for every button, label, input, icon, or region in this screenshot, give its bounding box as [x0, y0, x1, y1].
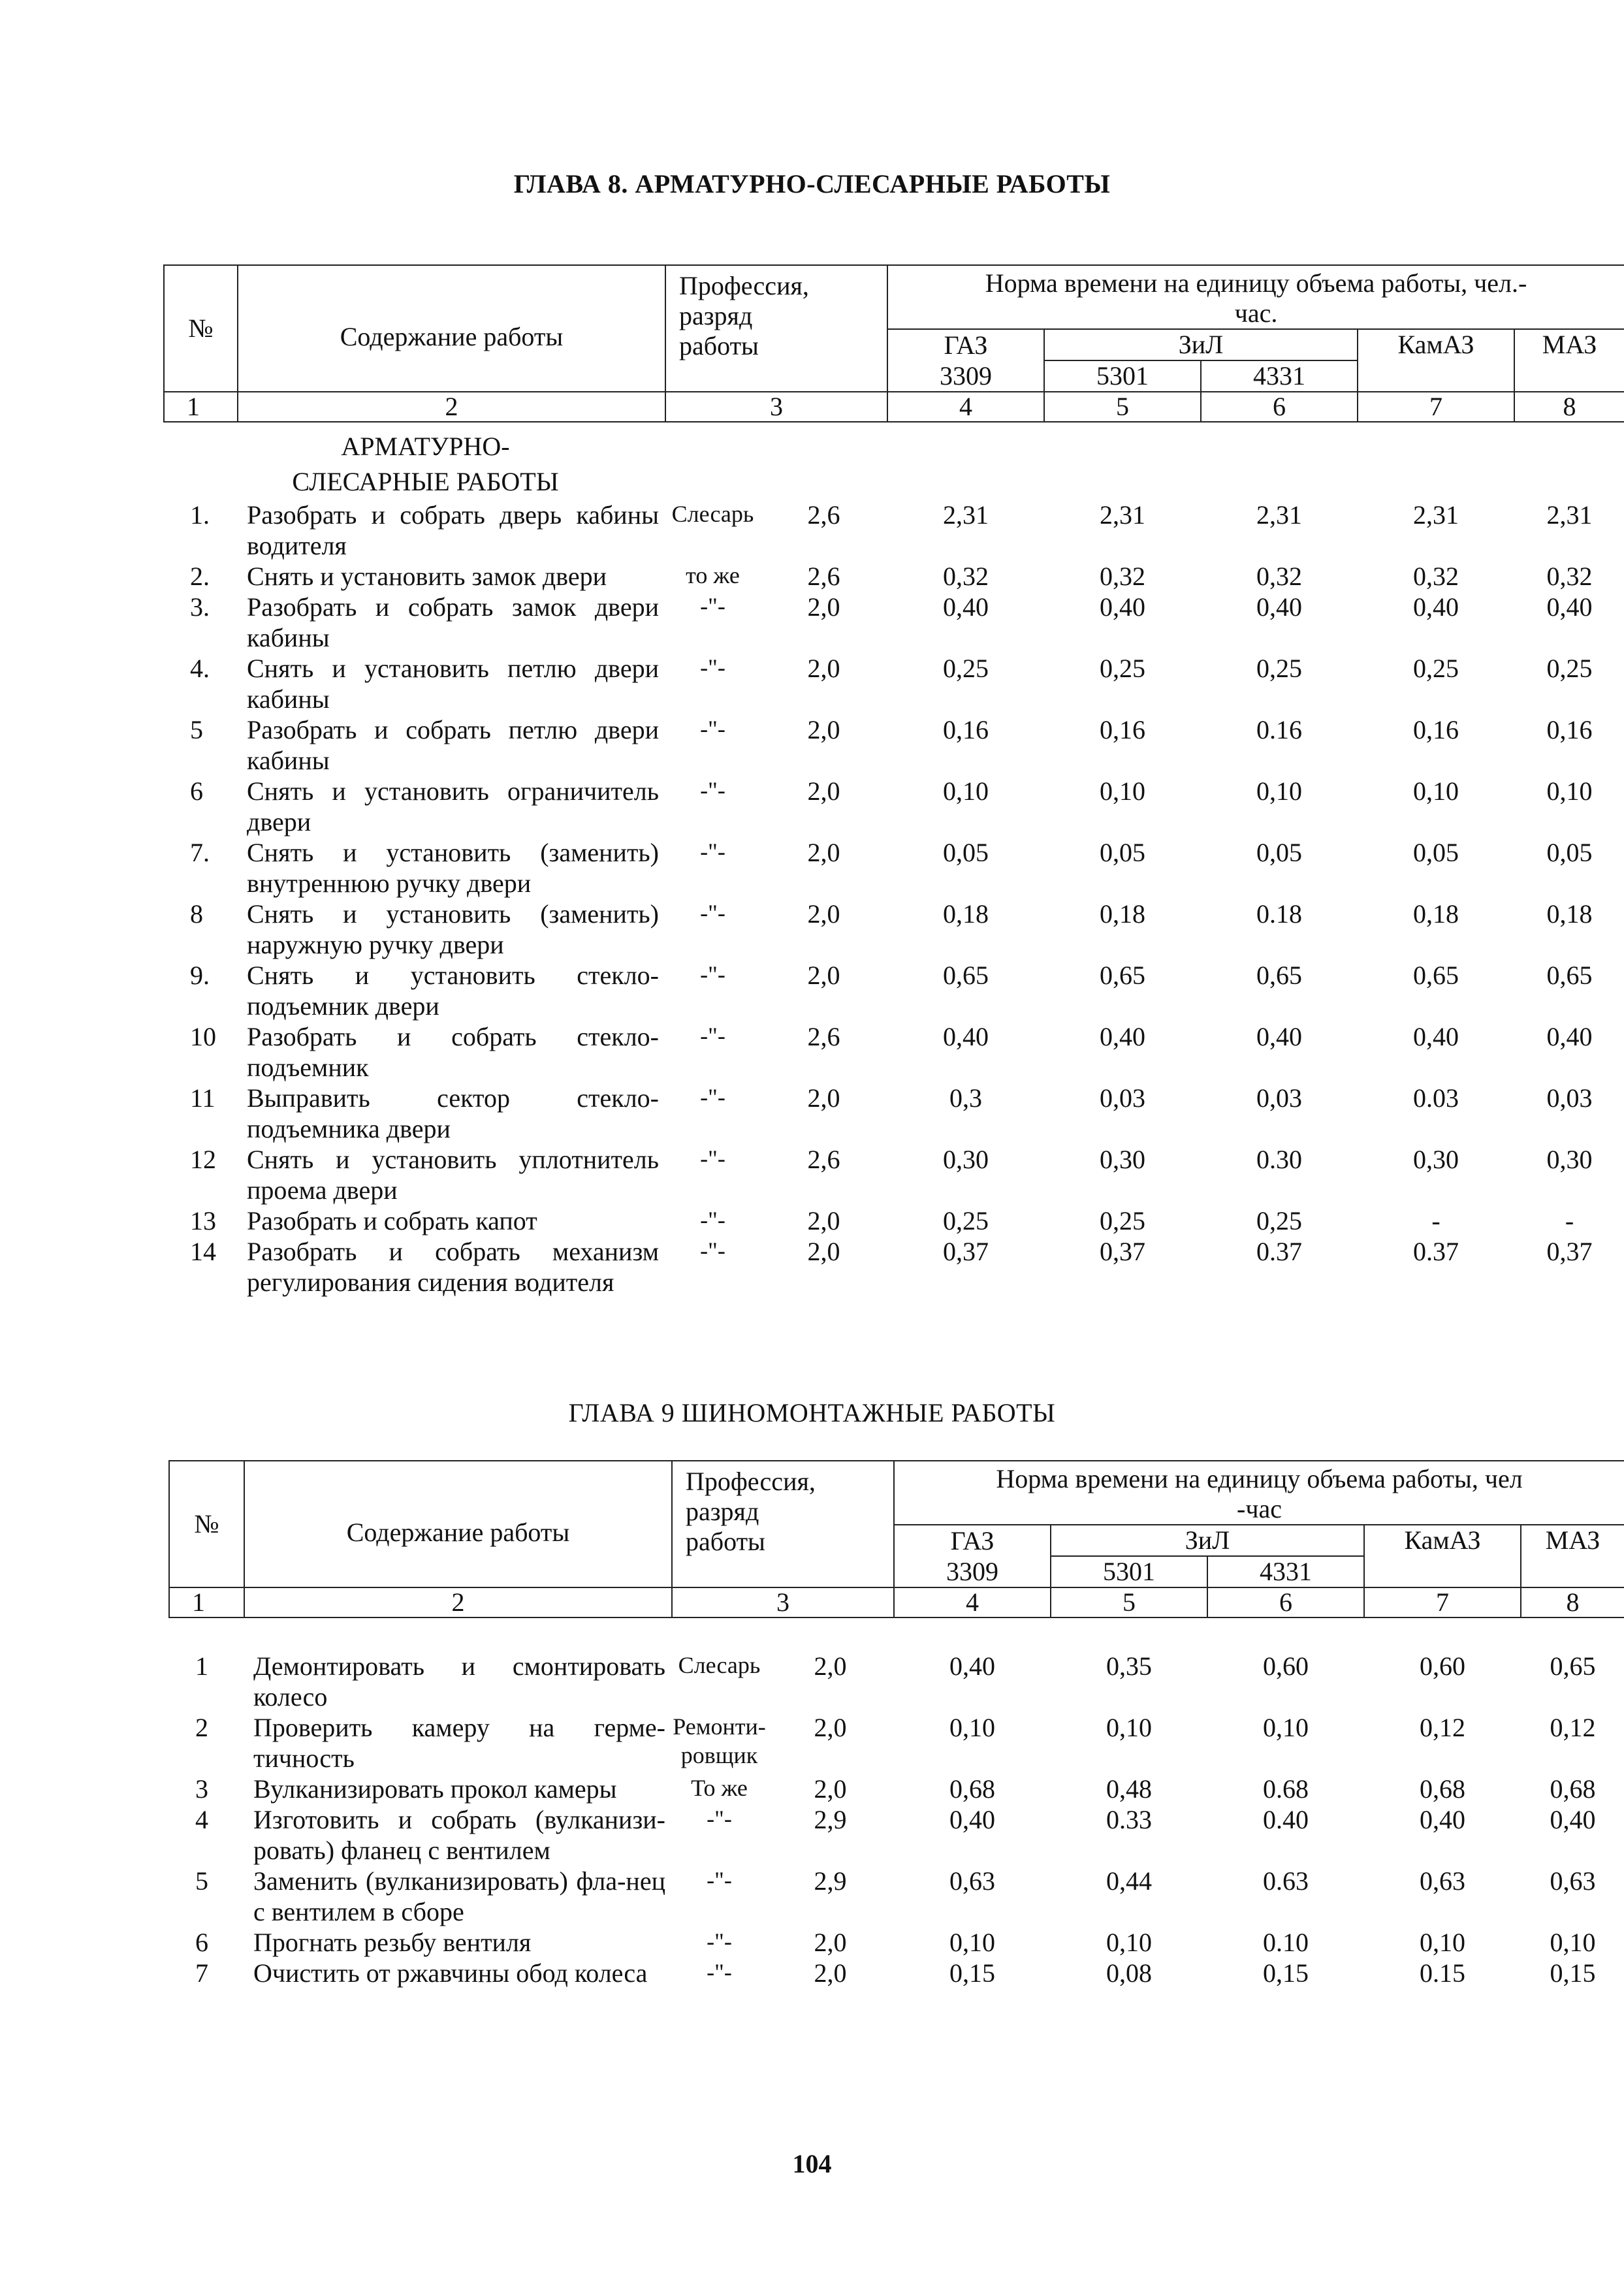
section-title: АРМАТУРНО-СЛЕСАРНЫЕ РАБОТЫ [292, 432, 559, 496]
table-body [164, 422, 1624, 1298]
grade: 2,0 [814, 1651, 847, 1681]
value-zil-4331: 0,10 [1263, 1713, 1309, 1742]
table-body [169, 1617, 1624, 1988]
value-maz: 0,15 [1550, 1958, 1596, 1988]
value-zil-4331: 0.18 [1256, 899, 1303, 929]
grade: 2,0 [807, 1206, 840, 1235]
value-gaz-3309: 0,15 [949, 1958, 996, 1988]
profession: -"- [700, 1207, 725, 1233]
header-maz: МАЗ [1514, 329, 1624, 392]
value-zil-5301: 0,30 [1100, 1145, 1146, 1174]
table-row [169, 1712, 1624, 1774]
table-row [169, 1866, 1624, 1927]
profession: -"- [700, 838, 725, 865]
profession: -"- [700, 716, 725, 742]
row-number: 1. [190, 500, 210, 530]
value-gaz-3309: 0,18 [943, 899, 989, 929]
value-kamaz: 0.37 [1413, 1237, 1459, 1266]
row-number: 6 [195, 1928, 208, 1957]
value-gaz-3309: 0,25 [943, 1206, 989, 1235]
profession: -"- [700, 1237, 725, 1264]
work-description: Разобрать и собрать стекло-подъемник [247, 1022, 659, 1082]
column-numbers-row [169, 1587, 1624, 1617]
grade: 2,6 [807, 1022, 840, 1051]
work-description: Прогнать резьбу вентиля [253, 1928, 532, 1957]
work-description: Снять и установить замок двери [247, 562, 607, 591]
value-maz: 0,10 [1550, 1928, 1596, 1957]
work-description: Разобрать и собрать дверь кабины водителя [247, 500, 659, 560]
value-gaz-3309: 2,31 [943, 500, 989, 530]
value-maz: - [1565, 1206, 1574, 1235]
value-gaz-3309: 0,37 [943, 1237, 989, 1266]
row-number: 5 [195, 1866, 208, 1896]
profession: Слесарь [671, 501, 754, 527]
profession: То же [691, 1775, 748, 1801]
header-work: Содержание работы [238, 265, 665, 392]
grade: 2,6 [807, 500, 840, 530]
header-gaz: ГАЗ [894, 1525, 1051, 1556]
chapter-9-title: ГЛАВА 9 ШИНОМОНТАЖНЫЕ РАБОТЫ [568, 1398, 1056, 1427]
work-description: Разобрать и собрать механизм регулирования сидения водителя [247, 1237, 659, 1297]
value-gaz-3309: 0,3 [949, 1083, 983, 1113]
value-zil-4331: 0,40 [1256, 592, 1303, 622]
value-gaz-3309: 0,32 [943, 562, 989, 591]
table-row [169, 1804, 1624, 1866]
value-zil-5301: 0,40 [1100, 592, 1146, 622]
work-description: Очистить от ржавчины обод колеса [253, 1958, 648, 1988]
profession: -"- [700, 1084, 725, 1110]
work-description: Снять и установить петлю двери кабины [247, 654, 659, 714]
value-zil-5301: 0,08 [1106, 1958, 1153, 1988]
row-number: 12 [190, 1145, 216, 1174]
header-norm: Норма времени на единицу объема работы, чел.-час. [887, 265, 1624, 329]
value-maz: 0,05 [1546, 838, 1593, 867]
value-maz: 0,37 [1546, 1237, 1593, 1266]
table-row [164, 960, 1624, 1021]
value-zil-5301: 0,10 [1100, 776, 1146, 806]
value-maz: 2,31 [1546, 500, 1593, 530]
value-maz: 0,65 [1546, 961, 1593, 990]
value-kamaz: 0,63 [1420, 1866, 1466, 1896]
table-row [164, 1144, 1624, 1205]
table-row [169, 1651, 1624, 1712]
work-description: Снять и установить стекло-подъемник двери [247, 961, 659, 1021]
profession: то же [686, 562, 740, 588]
value-zil-4331: 0.16 [1256, 715, 1303, 744]
grade: 2,0 [814, 1928, 847, 1957]
column-number: 8 [1521, 1587, 1624, 1617]
grade: 2,0 [814, 1774, 847, 1804]
value-gaz-3309: 0,40 [943, 592, 989, 622]
header-zil: ЗиЛ [1044, 329, 1358, 360]
work-description: Разобрать и собрать петлю двери кабины [247, 715, 659, 775]
column-number: 3 [672, 1587, 894, 1617]
grade: 2,0 [807, 899, 840, 929]
table-header [164, 265, 1624, 422]
value-zil-4331: 0,15 [1263, 1958, 1309, 1988]
header-kamaz: КамАЗ [1364, 1525, 1521, 1587]
value-zil-4331: 0,25 [1256, 654, 1303, 683]
grade: 2,6 [807, 562, 840, 591]
page-number: 104 [792, 2149, 832, 2178]
value-maz: 0,16 [1546, 715, 1593, 744]
column-number: 1 [164, 392, 238, 422]
chapter-9-table [168, 1460, 1624, 1988]
work-description: Снять и установить ограничитель двери [247, 776, 659, 836]
grade: 2,0 [814, 1958, 847, 1988]
row-number: 7 [195, 1958, 208, 1988]
value-kamaz: 0.15 [1420, 1958, 1466, 1988]
row-number: 2 [195, 1713, 208, 1742]
profession: Ремонти-ровщик [673, 1713, 766, 1768]
value-maz: 0,40 [1546, 1022, 1593, 1051]
header-zil-5301: 5301 [1051, 1556, 1207, 1587]
work-description: Разобрать и собрать замок двери кабины [247, 592, 659, 652]
value-zil-4331: 0.40 [1263, 1805, 1309, 1834]
value-maz: 0,68 [1550, 1774, 1596, 1804]
row-number: 9. [190, 961, 210, 990]
value-maz: 0,25 [1546, 654, 1593, 683]
row-number: 4 [195, 1805, 208, 1834]
header-num: № [164, 265, 238, 392]
value-zil-5301: 0,48 [1106, 1774, 1153, 1804]
value-kamaz: 0,18 [1413, 899, 1459, 929]
value-maz: 0,65 [1550, 1651, 1596, 1681]
value-gaz-3309: 0,65 [943, 961, 989, 990]
row-number: 3 [195, 1774, 208, 1804]
value-maz: 0,12 [1550, 1713, 1596, 1742]
value-zil-4331: 0,25 [1256, 1206, 1303, 1235]
value-kamaz: - [1431, 1206, 1441, 1235]
row-number: 6 [190, 776, 203, 806]
table-row [164, 1205, 1624, 1236]
value-zil-4331: 0.63 [1263, 1866, 1309, 1896]
chapter-8-table [163, 264, 1624, 1298]
column-number: 2 [238, 392, 665, 422]
chapter-8-title: ГЛАВА 8. АРМАТУРНО-СЛЕСАРНЫЕ РАБОТЫ [513, 169, 1111, 199]
value-kamaz: 0,12 [1420, 1713, 1466, 1742]
header-zil: ЗиЛ [1051, 1525, 1364, 1556]
table-row [164, 899, 1624, 960]
grade: 2,0 [807, 715, 840, 744]
profession: -"- [700, 654, 725, 680]
work-description: Проверить камеру на герме-тичность [253, 1713, 665, 1773]
row-number: 3. [190, 592, 210, 622]
header-profession: Профессия, разряд работы [665, 265, 887, 392]
value-gaz-3309: 0,16 [943, 715, 989, 744]
value-maz: 0,40 [1550, 1805, 1596, 1834]
value-zil-5301: 0,18 [1100, 899, 1146, 929]
column-number: 5 [1044, 392, 1201, 422]
value-kamaz: 0.03 [1413, 1083, 1459, 1113]
value-kamaz: 0,40 [1413, 592, 1459, 622]
header-work: Содержание работы [244, 1461, 672, 1587]
value-zil-4331: 0,40 [1256, 1022, 1303, 1051]
grade: 2,0 [807, 961, 840, 990]
value-zil-5301: 0,40 [1100, 1022, 1146, 1051]
profession: -"- [707, 1867, 732, 1893]
value-zil-5301: 0,44 [1106, 1866, 1153, 1896]
work-description: Демонтировать и смонтировать колесо [253, 1651, 665, 1712]
value-zil-5301: 0,25 [1100, 654, 1146, 683]
value-kamaz: 0,32 [1413, 562, 1459, 591]
value-zil-4331: 0,32 [1256, 562, 1303, 591]
work-description: Вулканизировать прокол камеры [253, 1774, 617, 1804]
value-zil-5301: 0,32 [1100, 562, 1146, 591]
profession: Слесарь [678, 1652, 761, 1678]
column-numbers-row [164, 392, 1624, 422]
table-row [164, 500, 1624, 561]
header-kamaz: КамАЗ [1358, 329, 1514, 392]
work-description: Снять и установить уплотнитель проема двери [247, 1145, 659, 1205]
header-zil-4331: 4331 [1207, 1556, 1364, 1587]
value-maz: 0,18 [1546, 899, 1593, 929]
column-number: 3 [665, 392, 887, 422]
value-zil-4331: 0,10 [1256, 776, 1303, 806]
value-maz: 0,03 [1546, 1083, 1593, 1113]
table-row [164, 561, 1624, 592]
value-zil-4331: 2,31 [1256, 500, 1303, 530]
row-number: 14 [190, 1237, 216, 1266]
column-number: 1 [169, 1587, 244, 1617]
value-gaz-3309: 0,05 [943, 838, 989, 867]
value-gaz-3309: 0,63 [949, 1866, 996, 1896]
row-number: 13 [190, 1206, 216, 1235]
value-gaz-3309: 0,40 [943, 1022, 989, 1051]
value-kamaz: 0,16 [1413, 715, 1459, 744]
header-zil-4331: 4331 [1201, 360, 1358, 392]
grade: 2,9 [814, 1805, 847, 1834]
value-kamaz: 0,25 [1413, 654, 1459, 683]
grade: 2,0 [807, 1237, 840, 1266]
value-gaz-3309: 0,10 [949, 1928, 996, 1957]
value-gaz-3309: 0,68 [949, 1774, 996, 1804]
profession: -"- [707, 1959, 732, 1985]
grade: 2,0 [807, 776, 840, 806]
profession: -"- [700, 961, 725, 987]
value-zil-5301: 0,37 [1100, 1237, 1146, 1266]
value-kamaz: 0,65 [1413, 961, 1459, 990]
value-zil-4331: 0.37 [1256, 1237, 1303, 1266]
value-maz: 0,63 [1550, 1866, 1596, 1896]
value-kamaz: 0,30 [1413, 1145, 1459, 1174]
row-number: 2. [190, 562, 210, 591]
section-heading-row [164, 422, 1624, 500]
work-description: Снять и установить (заменить) наружную ручку двери [247, 899, 659, 959]
row-number: 4. [190, 654, 210, 683]
value-zil-5301: 0,16 [1100, 715, 1146, 744]
value-zil-5301: 0,03 [1100, 1083, 1146, 1113]
value-zil-5301: 2,31 [1100, 500, 1146, 530]
value-gaz-3309: 0,10 [949, 1713, 996, 1742]
row-number: 8 [190, 899, 203, 929]
table-row [169, 1927, 1624, 1958]
grade: 2,0 [807, 592, 840, 622]
value-gaz-3309: 0,30 [943, 1145, 989, 1174]
table-row [164, 714, 1624, 776]
table-row [164, 837, 1624, 899]
value-maz: 0,40 [1546, 592, 1593, 622]
value-gaz-3309: 0,40 [949, 1805, 996, 1834]
value-kamaz: 0,60 [1420, 1651, 1466, 1681]
value-kamaz: 0,05 [1413, 838, 1459, 867]
value-zil-5301: 0.33 [1106, 1805, 1153, 1834]
profession: -"- [700, 1145, 725, 1171]
value-zil-5301: 0,05 [1100, 838, 1146, 867]
profession: -"- [700, 777, 725, 803]
table-row [164, 1083, 1624, 1144]
header-gaz: ГАЗ [887, 329, 1044, 360]
work-description: Изготовить и собрать (вулканизи-ровать) фланец с вентилем [253, 1805, 665, 1865]
value-zil-4331: 0.30 [1256, 1145, 1303, 1174]
value-kamaz: 0,10 [1420, 1928, 1466, 1957]
column-number: 7 [1364, 1587, 1521, 1617]
row-number: 10 [190, 1022, 216, 1051]
table-row [169, 1774, 1624, 1804]
header-maz: МАЗ [1521, 1525, 1624, 1587]
column-number: 4 [887, 392, 1044, 422]
grade: 2,6 [807, 1145, 840, 1174]
value-zil-5301: 0,10 [1106, 1928, 1153, 1957]
table-row [164, 776, 1624, 837]
profession: -"- [707, 1928, 732, 1954]
profession: -"- [700, 1023, 725, 1049]
spacer-row [169, 1617, 1624, 1651]
value-zil-4331: 0,03 [1256, 1083, 1303, 1113]
value-kamaz: 2,31 [1413, 500, 1459, 530]
table-row [164, 592, 1624, 653]
value-zil-4331: 0,05 [1256, 838, 1303, 867]
value-zil-4331: 0,60 [1263, 1651, 1309, 1681]
row-number: 7. [190, 838, 210, 867]
value-zil-5301: 0,10 [1106, 1713, 1153, 1742]
value-zil-5301: 0,65 [1100, 961, 1146, 990]
header-profession: Профессия, разряд работы [672, 1461, 894, 1587]
value-kamaz: 0,10 [1413, 776, 1459, 806]
column-number: 4 [894, 1587, 1051, 1617]
value-zil-5301: 0,35 [1106, 1651, 1153, 1681]
table-row [164, 1021, 1624, 1083]
grade: 2,9 [814, 1866, 847, 1896]
value-maz: 0,30 [1546, 1145, 1593, 1174]
grade: 2,0 [807, 1083, 840, 1113]
value-kamaz: 0,68 [1420, 1774, 1466, 1804]
work-description: Выправить сектор стекло-подъемника двери [247, 1083, 659, 1143]
value-gaz-3309: 0,40 [949, 1651, 996, 1681]
table-header [169, 1461, 1624, 1617]
row-number: 11 [190, 1083, 215, 1113]
grade: 2,0 [807, 838, 840, 867]
value-zil-5301: 0,25 [1100, 1206, 1146, 1235]
value-maz: 0,10 [1546, 776, 1593, 806]
table-row [169, 1958, 1624, 1988]
header-zil-5301: 5301 [1044, 360, 1201, 392]
row-number: 5 [190, 715, 203, 744]
value-zil-4331: 0,65 [1256, 961, 1303, 990]
header-num: № [169, 1461, 244, 1587]
value-gaz-3309: 0,10 [943, 776, 989, 806]
column-number: 2 [244, 1587, 672, 1617]
profession: -"- [700, 593, 725, 619]
work-description: Снять и установить (заменить) внутреннюю ручку двери [247, 838, 659, 898]
value-kamaz: 0,40 [1420, 1805, 1466, 1834]
work-description: Разобрать и собрать капот [247, 1206, 537, 1235]
table-row [164, 653, 1624, 714]
column-number: 8 [1514, 392, 1624, 422]
work-description: Заменить (вулканизировать) фла-нец с вентилем в сборе [253, 1866, 665, 1926]
value-gaz-3309: 0,25 [943, 654, 989, 683]
grade: 2,0 [814, 1713, 847, 1742]
header-gaz-model: 3309 [894, 1556, 1051, 1587]
column-number: 5 [1051, 1587, 1207, 1617]
value-zil-4331: 0.68 [1263, 1774, 1309, 1804]
column-number: 6 [1207, 1587, 1364, 1617]
row-number: 1 [195, 1651, 208, 1681]
profession: -"- [707, 1806, 732, 1832]
value-maz: 0,32 [1546, 562, 1593, 591]
grade: 2,0 [807, 654, 840, 683]
profession: -"- [700, 900, 725, 926]
value-zil-4331: 0.10 [1263, 1928, 1309, 1957]
column-number: 7 [1358, 392, 1514, 422]
header-norm: Норма времени на единицу объема работы, чел -час [894, 1461, 1624, 1525]
value-kamaz: 0,40 [1413, 1022, 1459, 1051]
table-row [164, 1236, 1624, 1298]
column-number: 6 [1201, 392, 1358, 422]
header-gaz-model: 3309 [887, 360, 1044, 392]
